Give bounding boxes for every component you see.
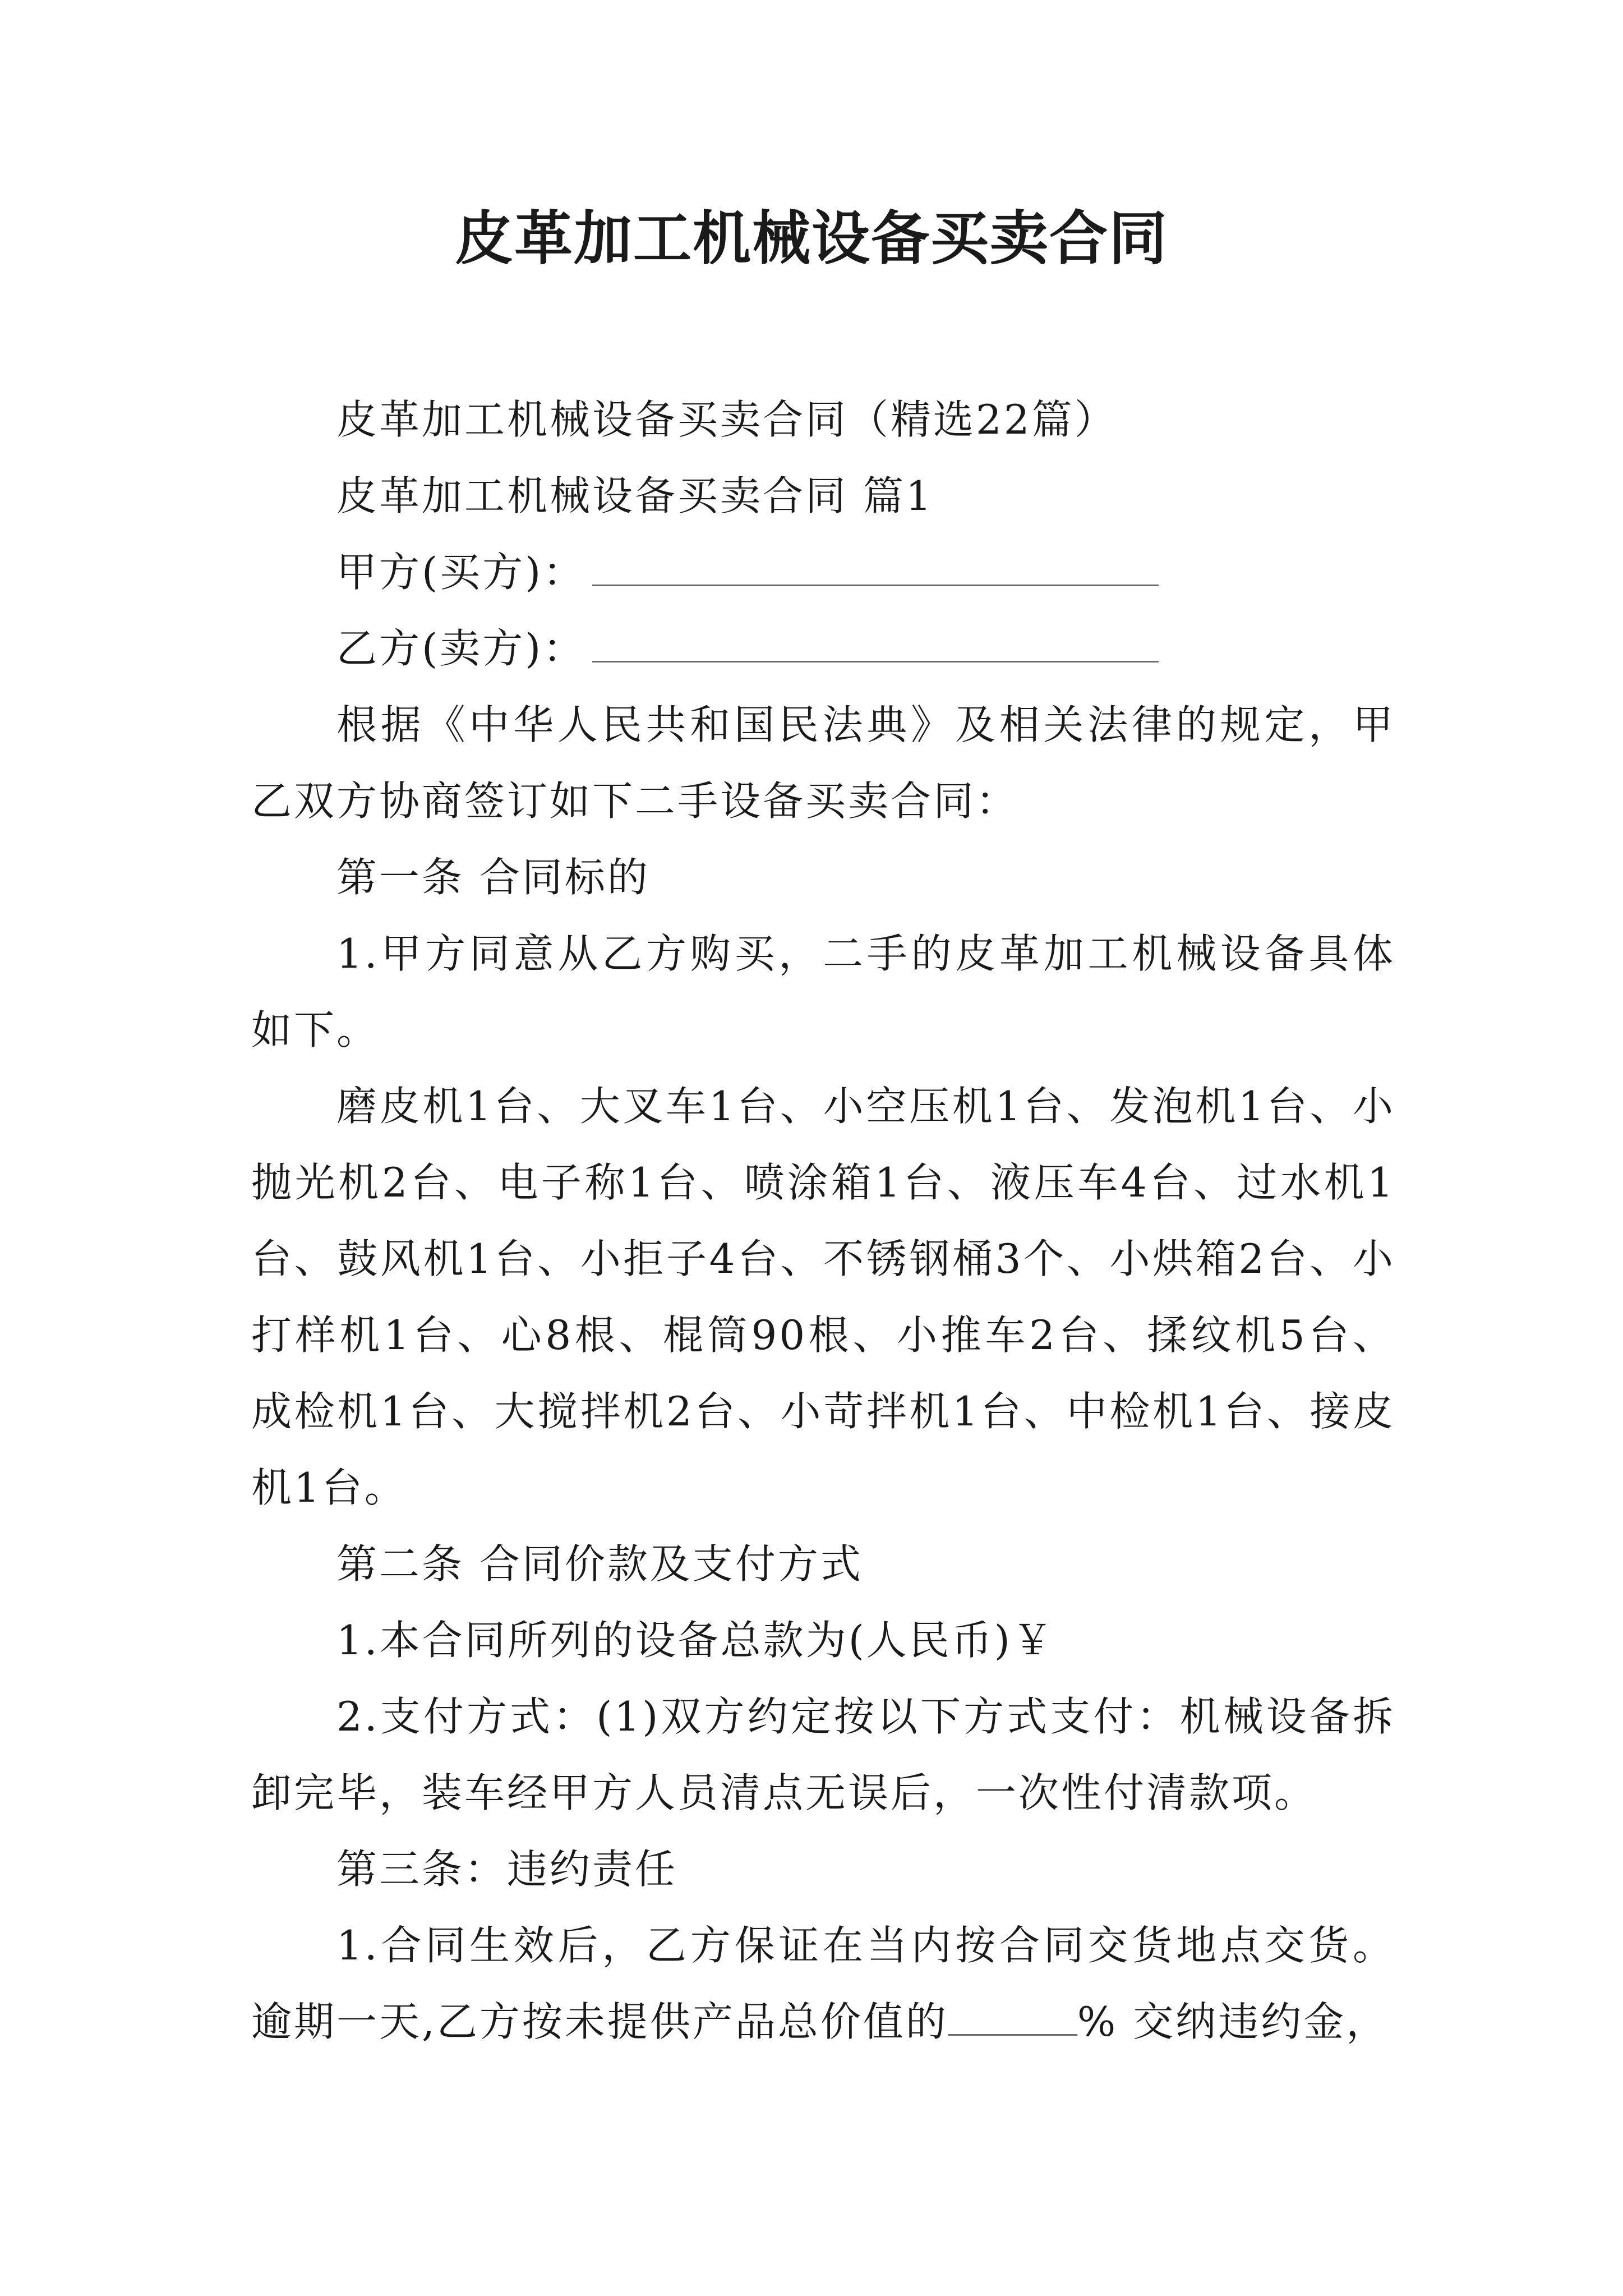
document-title: 皮革加工机械设备买卖合同 <box>454 204 1168 273</box>
intro-paragraph: 根据《中华人民共和国民法典》及相关法律的规定，甲乙双方协商签订如下二手设备买卖合同： <box>251 701 1395 825</box>
article2-item2: 2.支付方式：(1)双方约定按以下方式支付：机械设备拆卸完毕，装车经甲方人员清点无误后，一次性付清款项。 <box>251 1693 1395 1816</box>
section-heading: 皮革加工机械设备买卖合同 篇1 <box>336 472 934 519</box>
party-b-line <box>251 610 1395 687</box>
penalty-percent-blank <box>948 2000 1077 2036</box>
equipment-list: 磨皮机1台、大叉车1台、小空压机1台、发泡机1台、小抛光机2台、电子称1台、喷涂箱1台、液压车4台、过水机1台、鼓风机1台、小拒子4台、不锈钢桶3个、小烘箱2台、小打样机1台、心8根、棍筒90根、小推车2台、揉纹机5台、成检机1台、大搅拌机2台、小苛拌机1台、中检机1台、接皮机1台。 <box>251 1083 1395 1511</box>
article3-item1-text: 1.合同生效后，乙方保证在当内按合同交货地点交货。逾期一天,乙方按未提供产品总价值的 <box>251 1922 1395 2045</box>
party-a-line <box>251 534 1395 610</box>
article2-heading: 第二条 合同价款及支付方式 <box>336 1540 863 1588</box>
document-body <box>251 381 1395 2060</box>
article3-item1-suffix: % 交纳违约金， <box>1077 1998 1389 2045</box>
article1-item1: 1.甲方同意从乙方购买，二手的皮革加工机械设备具体如下。 <box>251 930 1395 1053</box>
article3-heading: 第三条：违约责任 <box>336 1846 678 1893</box>
article2-item1: 1.本合同所列的设备总款为(人民币)￥ <box>336 1617 1055 1664</box>
party-b-blank <box>592 619 1159 662</box>
party-b-label: 乙方(卖方)： <box>336 625 586 672</box>
party-a-label: 甲方(买方)： <box>336 549 586 596</box>
article3-item1 <box>251 1907 1395 2060</box>
article1-heading: 第一条 合同标的 <box>336 854 650 901</box>
party-a-blank <box>592 543 1159 586</box>
subtitle: 皮革加工机械设备买卖合同（精选22篇） <box>336 396 1117 443</box>
